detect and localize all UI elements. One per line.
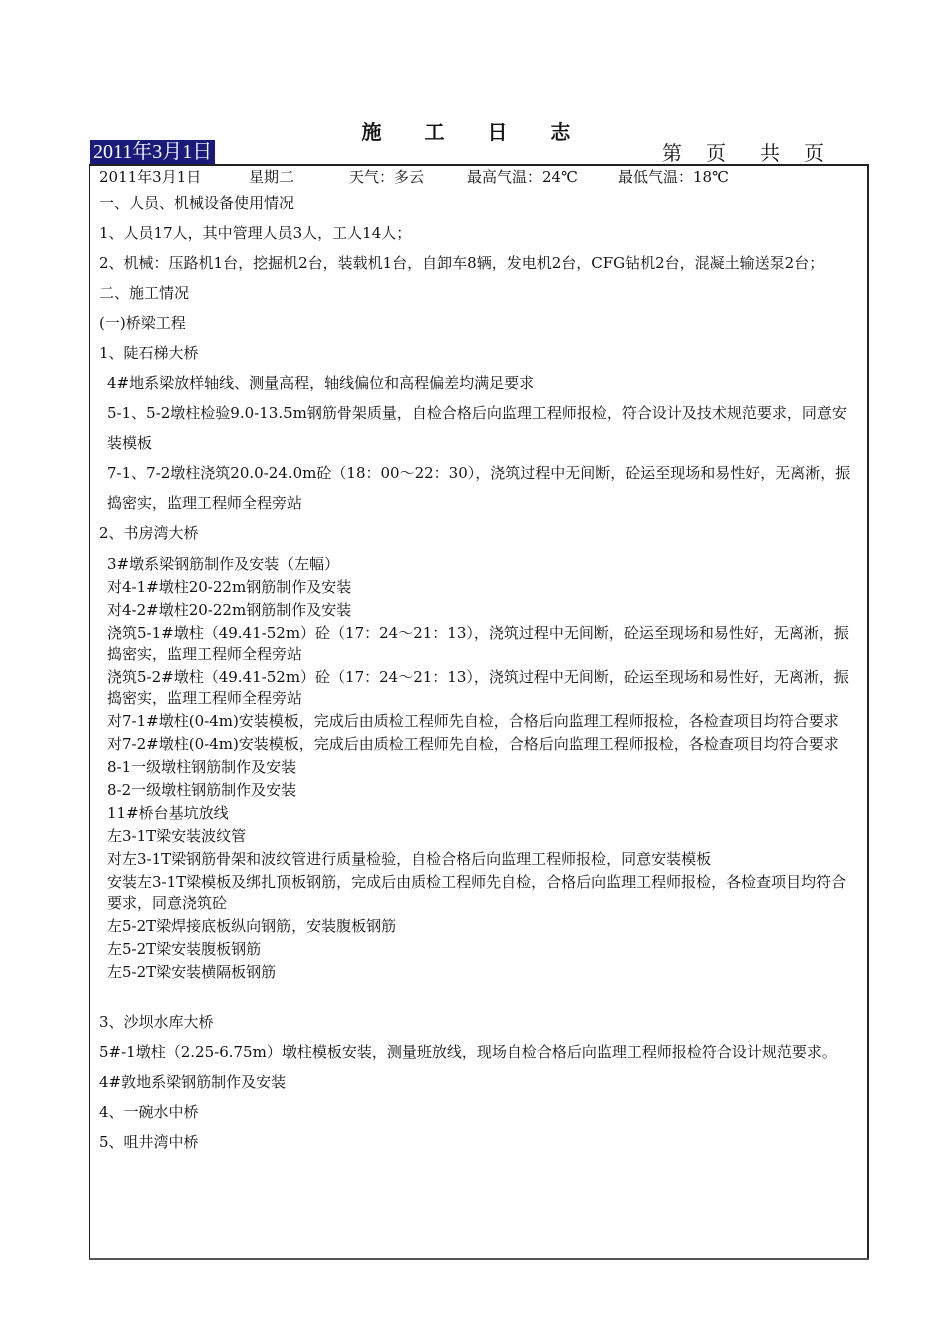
bridge2-item: 左5-2T梁安装横隔板钢筋 xyxy=(107,963,277,981)
bridge2-item: 11#桥台基坑放线 xyxy=(107,804,229,822)
page-info-di: 第 xyxy=(662,141,682,165)
page-info-ye1: 页 xyxy=(706,141,726,165)
page-info xyxy=(662,140,824,166)
bridge2-item: 浇筑5-1#墩柱（49.41-52m）砼（17：24～21：13），浇筑过程中无间断，砼运至现场和易性好，无离淅，振捣密实，监理工程师全程旁站 xyxy=(107,624,849,663)
bridge2-item: 安装左3-1T梁模板及绑扎顶板钢筋，完成后由质检工程师先自检，合格后向监理工程师报检，各检查项目均符合要求，同意浇筑砼 xyxy=(107,873,847,912)
bridge1-item: 4#地系梁放样轴线、测量高程，轴线偏位和高程偏差均满足要求 xyxy=(107,374,535,392)
personnel-text: 1、人员17人，其中管理人员3人，工人14人； xyxy=(99,224,412,242)
bridge2-item: 对7-2#墩柱(0-4m)安装模板，完成后由质检工程师先自检，合格后向监理工程师报检，各检查项目均符合要求 xyxy=(107,735,839,753)
log-content xyxy=(99,166,861,1157)
header-weekday: 星期二 xyxy=(249,168,295,186)
bridge2-item: 3#墩系梁钢筋制作及安装（左幅） xyxy=(107,555,340,573)
bridge2-name: 2、书房湾大桥 xyxy=(99,524,199,542)
page-info-gong: 共 xyxy=(760,141,780,165)
bridge5-name: 5、咀井湾中桥 xyxy=(99,1133,199,1151)
bridge2-item: 8-2一级墩柱钢筋制作及安装 xyxy=(107,781,297,799)
header-min-temp: 最低气温：18℃ xyxy=(618,168,729,186)
bridge2-item: 浇筑5-2#墩柱（49.41-52m）砼（17：24～21：13），浇筑过程中无间断，砼运至现场和易性好，无离淅，振捣密实，监理工程师全程旁站 xyxy=(107,668,849,707)
bridge2-item: 对7-1#墩柱(0-4m)安装模板，完成后由质检工程师先自检，合格后向监理工程师报检，各检查项目均符合要求 xyxy=(107,712,839,730)
section1-heading: 一、人员、机械设备使用情况 xyxy=(99,194,295,212)
bridge2-item: 左5-2T梁焊接底板纵向钢筋，安装腹板钢筋 xyxy=(107,917,397,935)
bridge2-item: 对左3-1T梁钢筋骨架和波纹管进行质量检验，自检合格后向监理工程师报检，同意安装模板 xyxy=(107,850,712,868)
bridge3-name: 3、沙坝水库大桥 xyxy=(99,1013,214,1031)
bridge2-item: 8-1一级墩柱钢筋制作及安装 xyxy=(107,758,297,776)
section2-heading: 二、施工情况 xyxy=(99,284,190,302)
header-row xyxy=(99,166,861,188)
bridge2-item: 对4-1#墩柱20-22m钢筋制作及安装 xyxy=(107,578,352,596)
header-weather: 天气：多云 xyxy=(349,168,425,186)
bridge2-item: 左5-2T梁安装腹板钢筋 xyxy=(107,940,262,958)
bridge1-item: 5-1、5-2墩柱检验9.0-13.5m钢筋骨架质量，自检合格后向监理工程师报检，符合设计及技术规范要求，同意安装模板 xyxy=(107,404,847,452)
bridge2-item: 左3-1T梁安装波纹管 xyxy=(107,827,247,845)
date-tag[interactable]: 2011年3月1日 xyxy=(90,140,215,164)
bridge4-name: 4、一碗水中桥 xyxy=(99,1103,199,1121)
header-date: 2011年3月1日 xyxy=(99,168,202,186)
bridge1-item: 7-1、7-2墩柱浇筑20.0-24.0m砼（18：00～22：30），浇筑过程中无间断，砼运至现场和易性好，无离淅，振捣密实，监理工程师全程旁站 xyxy=(107,464,851,512)
bridge2-item: 对4-2#墩柱20-22m钢筋制作及安装 xyxy=(107,601,352,619)
frame-bottom-rule xyxy=(89,1258,869,1260)
page-info-ye2: 页 xyxy=(804,141,824,165)
bridge3-item: 5#-1墩柱（2.25-6.75m）墩柱模板安装，测量班放线，现场自检合格后向监理工程师报检符合设计规范要求。 xyxy=(99,1043,837,1061)
page-title: 施 工 日 志 xyxy=(361,120,589,144)
bridge1-name: 1、陡石梯大桥 xyxy=(99,344,199,362)
header-max-temp: 最高气温：24℃ xyxy=(467,168,578,186)
machinery-text: 2、机械：压路机1台，挖掘机2台，装载机1台，自卸车8辆，发电机2台，CFG钻机2台，混凝土输送泵2台； xyxy=(99,254,825,272)
bridge3-item: 4#敦地系梁钢筋制作及安装 xyxy=(99,1073,287,1091)
bridge-works-heading: (一)桥梁工程 xyxy=(99,314,186,332)
